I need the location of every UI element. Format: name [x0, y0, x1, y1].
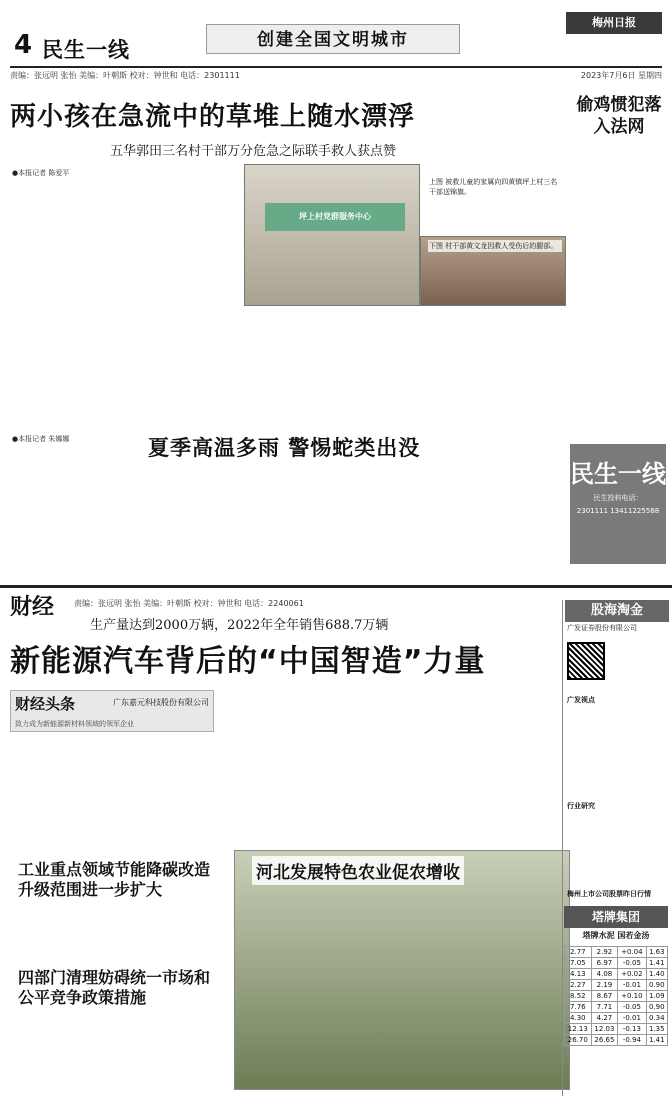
sponsor-name: 广东嘉元科技股份有限公司 — [113, 698, 209, 707]
stock-cell: 1.35 — [646, 1024, 668, 1035]
stock-row — [565, 980, 668, 991]
section-divider — [0, 585, 672, 588]
stock-cell: 7.05 — [565, 958, 592, 969]
stock-cell: 6.97 — [591, 958, 618, 969]
photo1-caption: 上图 被救儿童的家属向四黄镇坪上村三名干部送锦旗。 — [428, 176, 562, 198]
stock-cell: 1.09 — [646, 991, 668, 1002]
stock-cell: 1.41 — [646, 1035, 668, 1046]
page-meta — [10, 66, 662, 81]
stock-cell: 2.77 — [565, 947, 592, 958]
minsheng-promo — [570, 444, 666, 564]
section-title: 民生一线 — [42, 38, 130, 62]
ev-headline: 新能源汽车背后的“中国智造”力量 — [10, 644, 486, 679]
stock-cell: +0.02 — [618, 969, 646, 980]
finance-section-title: 财经 — [10, 595, 55, 620]
finance-meta: 责编：张远明 张怡 美编：叶朝斯 校对：钟世和 电话：2240061 — [74, 599, 304, 608]
tapai-logo: 塔牌集团 — [564, 906, 668, 928]
qr-code — [567, 642, 605, 680]
stock-cell: -0.05 — [618, 1002, 646, 1013]
stock-row — [565, 1024, 668, 1035]
stock-cell: 7.71 — [591, 1002, 618, 1013]
stock-cell: 4.13 — [565, 969, 592, 980]
lead-body-col-1 — [12, 182, 124, 422]
stock-cell: 8.67 — [591, 991, 618, 1002]
sidebar-title: 股海淘金 — [565, 600, 669, 622]
column-label: 财经头条 — [15, 695, 76, 713]
stock-cell: 4.27 — [591, 1013, 618, 1024]
market-body-2 — [122, 1014, 226, 1094]
lead-body-col-4 — [350, 312, 452, 420]
stock-table — [564, 946, 668, 1046]
tapai-slogan: 塔牌水泥 国若金汤 — [582, 931, 650, 940]
ev-body-col-4 — [336, 690, 442, 840]
industry-body-1 — [12, 908, 116, 964]
ev-body-col-3 — [226, 690, 332, 840]
stock-cell: 0.90 — [646, 1002, 668, 1013]
sidebar-body-2 — [567, 816, 667, 886]
sidebar-section-1: 广发视点 — [567, 696, 595, 704]
campaign-banner: 创建全国文明城市 — [206, 24, 460, 54]
right-story-body — [572, 146, 666, 422]
lead-body-col-5 — [456, 312, 562, 420]
market-headline: 四部门清理妨碍统一市场和公平竞争政策措施 — [18, 968, 211, 1007]
sidebar-section-2: 行业研究 — [567, 802, 595, 810]
ev-body-col-2 — [118, 736, 220, 848]
ev-body-col-5 — [446, 690, 558, 840]
minsheng-tel: 2301111 13411225588 — [576, 507, 660, 515]
stock-row — [565, 1002, 668, 1013]
paper-logo: 梅州日报 — [566, 12, 662, 34]
stock-cell: 4.08 — [591, 969, 618, 980]
stock-cell: 8.52 — [565, 991, 592, 1002]
stock-cell: 1.40 — [646, 969, 668, 980]
stock-cell: -0.01 — [618, 980, 646, 991]
finance-column-box — [10, 690, 214, 732]
editor-line: 责编：张远明 张怡 美编：叶朝斯 校对：钟世和 电话：2301111 — [10, 71, 240, 80]
minsheng-tel-label: 民生投料电话： — [593, 494, 643, 502]
stock-row — [565, 969, 668, 980]
industry-body-2 — [122, 908, 226, 964]
snake-byline: ●本报记者 朱娜娜 — [12, 435, 70, 443]
stock-cell: -0.94 — [618, 1035, 646, 1046]
hebei-headline: 河北发展特色农业促农增收 — [252, 856, 464, 885]
market-body-1 — [12, 1014, 116, 1094]
stock-cell: 2.92 — [591, 947, 618, 958]
lead-byline: ●本报记者 陈爱平 — [12, 169, 70, 177]
snake-body — [12, 468, 564, 578]
stock-cell: 12.13 — [565, 1024, 592, 1035]
industry-headline: 工业重点领域节能降碳改造升级范围进一步扩大 — [18, 860, 211, 899]
sidebar-sponsor: 广发证券股份有限公司 — [567, 624, 637, 632]
stock-row — [565, 1035, 668, 1046]
stock-row — [565, 991, 668, 1002]
page-number: 4 — [14, 30, 33, 60]
stock-cell: 7.76 — [565, 1002, 592, 1013]
stock-row — [565, 947, 668, 958]
stock-cell: -0.01 — [618, 1013, 646, 1024]
stock-index-title: 梅州上市公司股票昨日行情 — [567, 890, 651, 898]
photo2-caption: 下图 村干部黄文龙因救人受伤后的腿部。 — [428, 240, 562, 252]
stock-row — [565, 958, 668, 969]
stock-cell: 0.90 — [646, 980, 668, 991]
lead-body-col-3 — [244, 312, 346, 420]
stock-cell: 26.70 — [565, 1035, 592, 1046]
photo-hebei-farm — [234, 850, 570, 1090]
stock-cell: -0.13 — [618, 1024, 646, 1035]
sponsor-tagline: 致力成为新能源新材料领域的领军企业 — [15, 720, 134, 728]
sign-service-center: 坪上村党群服务中心 — [265, 203, 405, 231]
lead-headline: 两小孩在急流中的草堆上随水漂浮 — [10, 102, 416, 132]
minsheng-title: 民生一线 — [570, 459, 666, 488]
stock-cell: 2.27 — [565, 980, 592, 991]
ev-subheadline: 生产量达到2000万辆，2022年全年销售688.7万辆 — [90, 618, 389, 633]
ev-body-col-1 — [12, 736, 114, 848]
right-story-title: 偷鸡惯犯落入法网 — [576, 95, 662, 137]
stock-cell: 4.30 — [565, 1013, 592, 1024]
stock-cell: -0.05 — [618, 958, 646, 969]
snake-headline: 夏季高温多雨 警惕蛇类出没 — [148, 436, 421, 460]
stock-cell: +0.10 — [618, 991, 646, 1002]
stock-cell: +0.04 — [618, 947, 646, 958]
stock-row — [565, 1013, 668, 1024]
photo-service-center — [244, 164, 420, 306]
stock-cell: 1.63 — [646, 947, 668, 958]
stock-cell: 1.41 — [646, 958, 668, 969]
stock-cell: 0.34 — [646, 1013, 668, 1024]
stock-cell: 12.03 — [591, 1024, 618, 1035]
lead-subheadline: 五华郭田三名村干部万分危急之际联手救人获点赞 — [110, 144, 397, 159]
sidebar-body-1 — [567, 710, 667, 800]
stock-cell: 26.65 — [591, 1035, 618, 1046]
stock-cell: 2.19 — [591, 980, 618, 991]
date-line: 2023年7月6日 星期四 — [580, 71, 662, 80]
lead-body-col-2 — [128, 168, 240, 422]
page-header — [0, 0, 672, 80]
